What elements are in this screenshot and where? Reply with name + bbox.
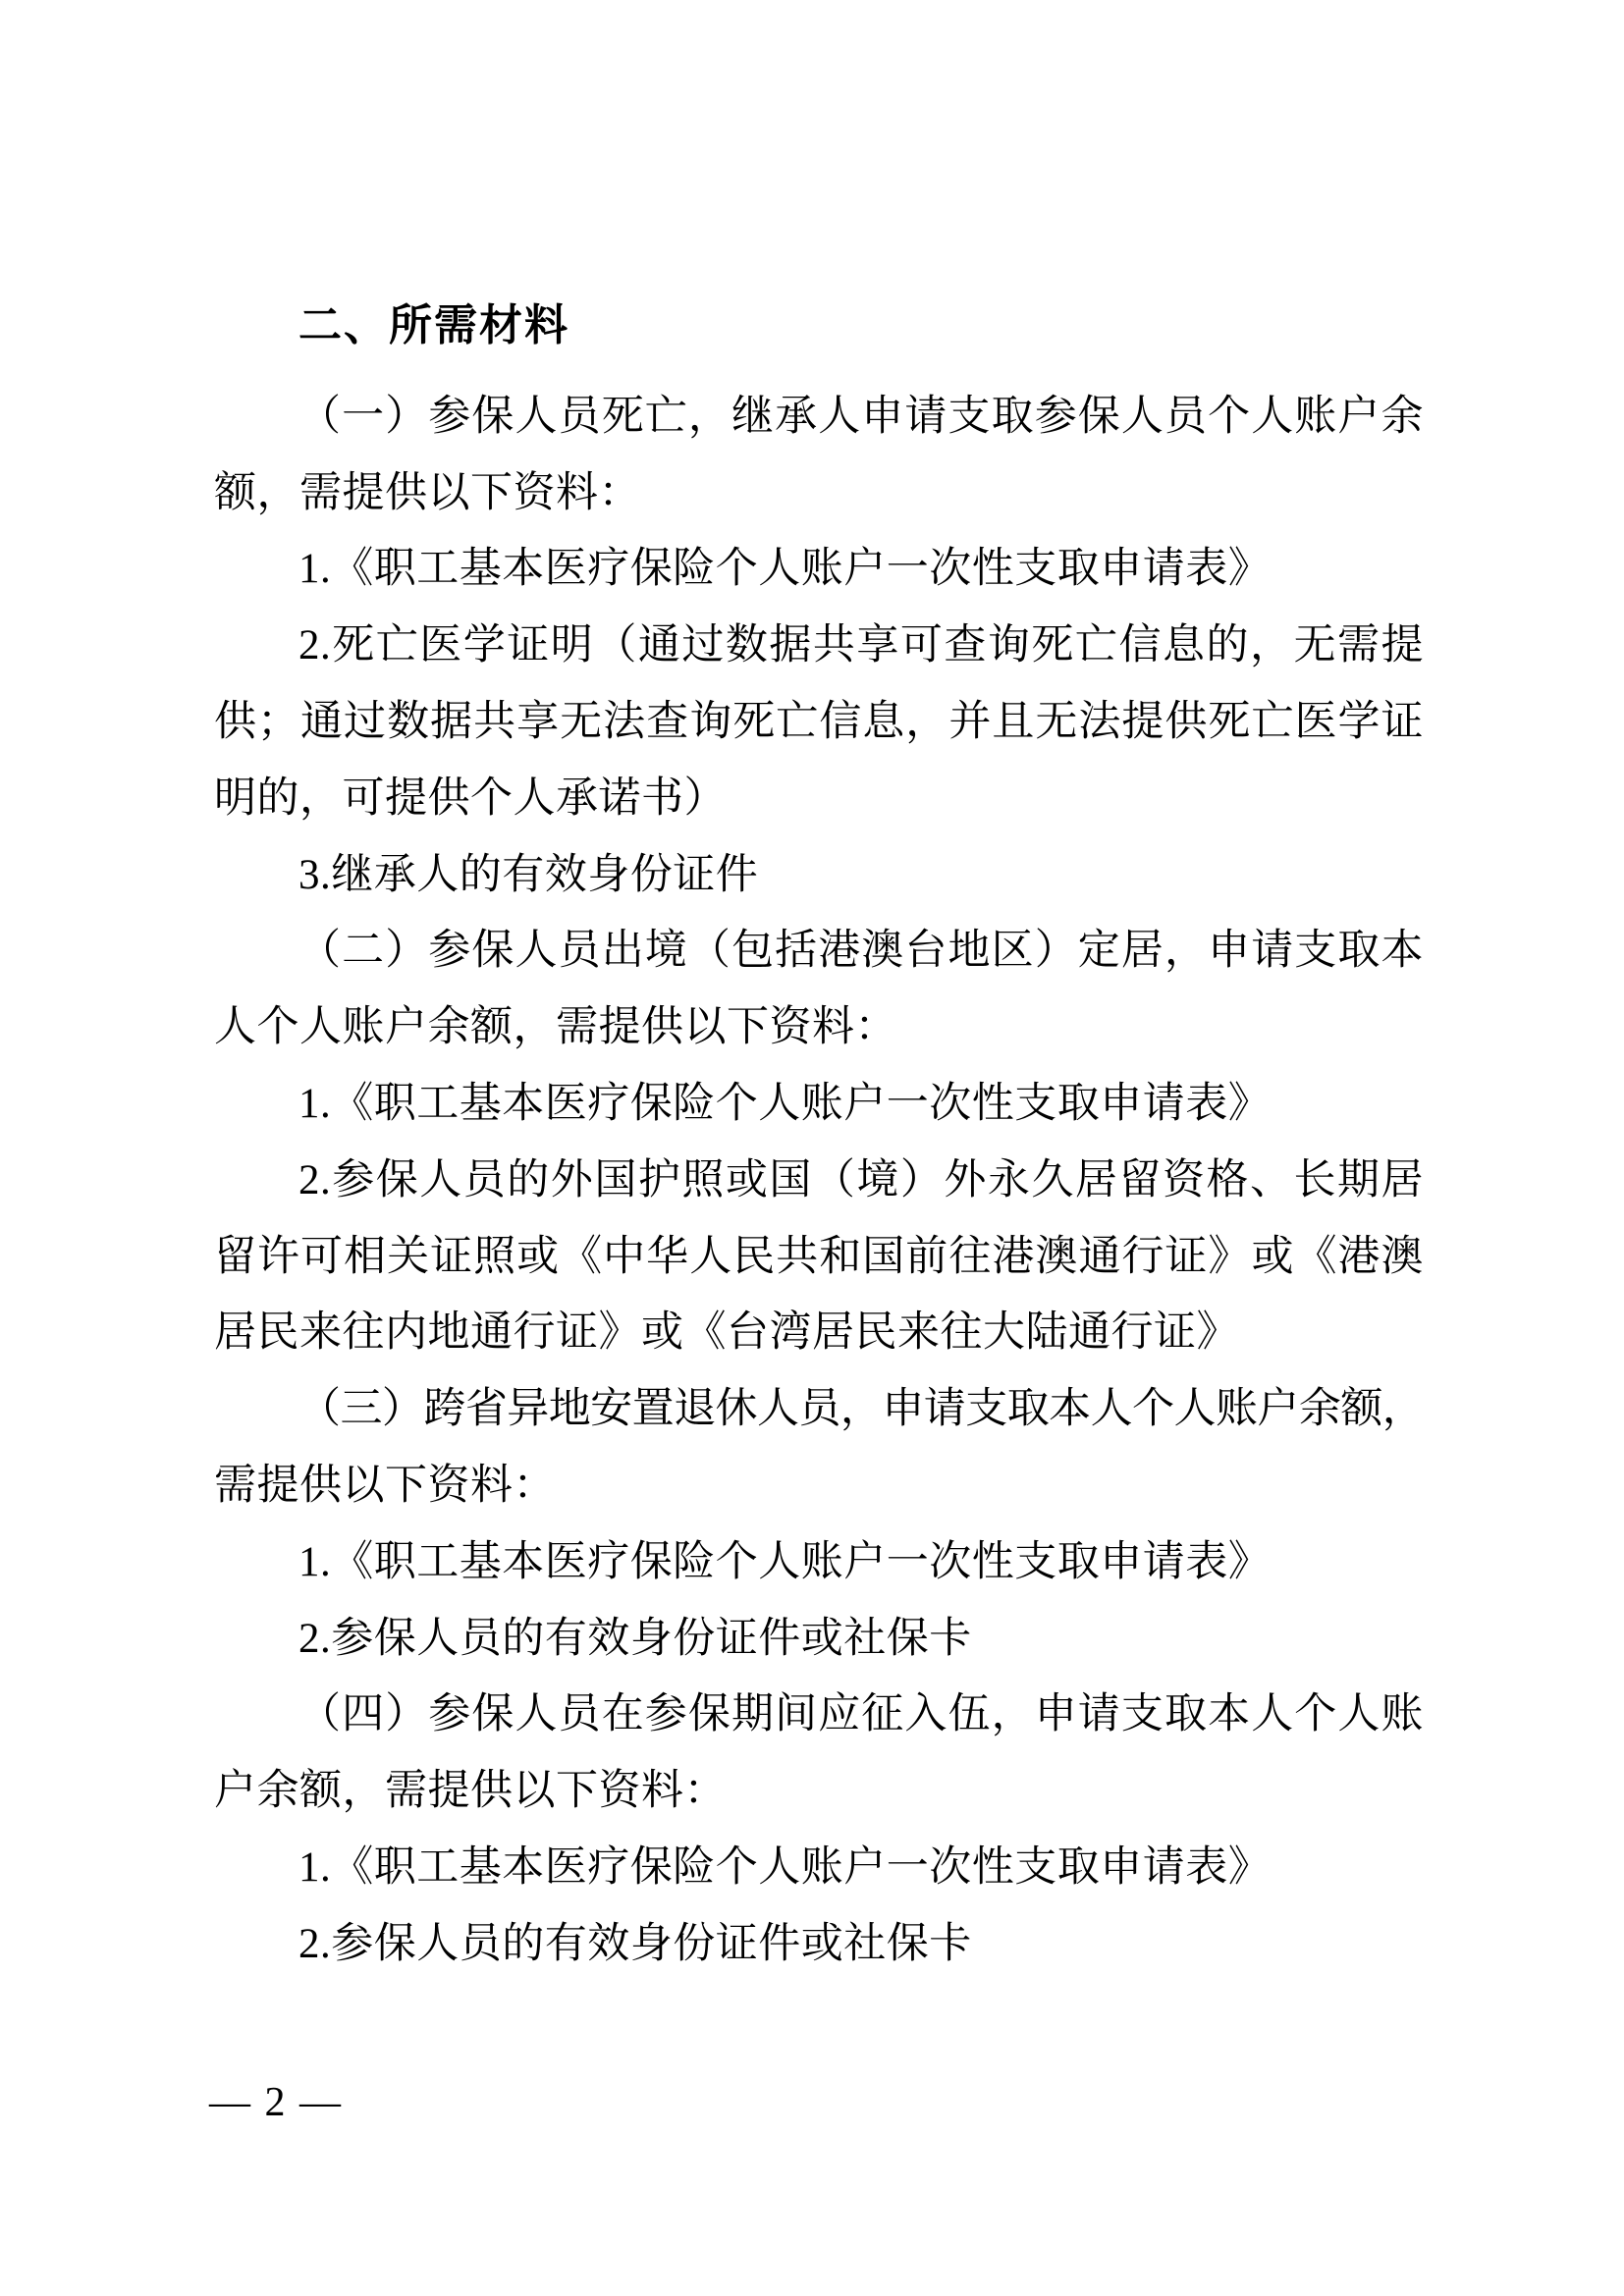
body-line: 1.《职工基本医疗保险个人账户一次性支取申请表》	[298, 1080, 1272, 1127]
body-line: 2.参保人员的有效身份证件或社保卡	[298, 1920, 972, 1967]
body-line: 3.继承人的有效身份证件	[298, 851, 759, 898]
body-line: 2.死亡医学证明（通过数据共享可查询死亡信息的，无需提	[298, 622, 1424, 669]
body-line: 户余额，需提供以下资料：	[214, 1768, 727, 1815]
body-line: 人个人账户余额，需提供以下资料：	[214, 1004, 897, 1051]
body-line: 需提供以下资料：	[214, 1462, 556, 1509]
body-line: 额，需提供以下资料：	[214, 469, 641, 516]
body-line: 1.《职工基本医疗保险个人账户一次性支取申请表》	[298, 1538, 1272, 1585]
body-line: （三）跨省异地安置退休人员，申请支取本人个人账户余额，	[298, 1386, 1424, 1433]
section-heading: 二、所需材料	[298, 301, 569, 349]
body-line: （二）参保人员出境（包括港澳台地区）定居，申请支取本	[298, 928, 1424, 975]
body-line: 留许可相关证照或《中华人民共和国前往港澳通行证》或《港澳	[214, 1233, 1424, 1280]
body-line: 1.《职工基本医疗保险个人账户一次性支取申请表》	[298, 546, 1272, 593]
page-number: — 2 —	[209, 2080, 343, 2125]
body-line: 明的，可提供个人承诺书）	[214, 774, 727, 822]
body-line: 1.《职工基本医疗保险个人账户一次性支取申请表》	[298, 1843, 1272, 1891]
document-body	[214, 288, 1424, 1983]
body-line: （一）参保人员死亡，继承人申请支取参保人员个人账户余	[298, 393, 1424, 440]
body-line: （四）参保人员在参保期间应征入伍，申请支取本人个人账	[298, 1691, 1424, 1738]
body-line: 居民来往内地通行证》或《台湾居民来往大陆通行证》	[214, 1309, 1239, 1357]
body-line: 2.参保人员的外国护照或国（境）外永久居留资格、长期居	[298, 1156, 1424, 1203]
body-line: 2.参保人员的有效身份证件或社保卡	[298, 1615, 972, 1662]
body-line: 供；通过数据共享无法查询死亡信息，并且无法提供死亡医学证	[214, 698, 1424, 745]
